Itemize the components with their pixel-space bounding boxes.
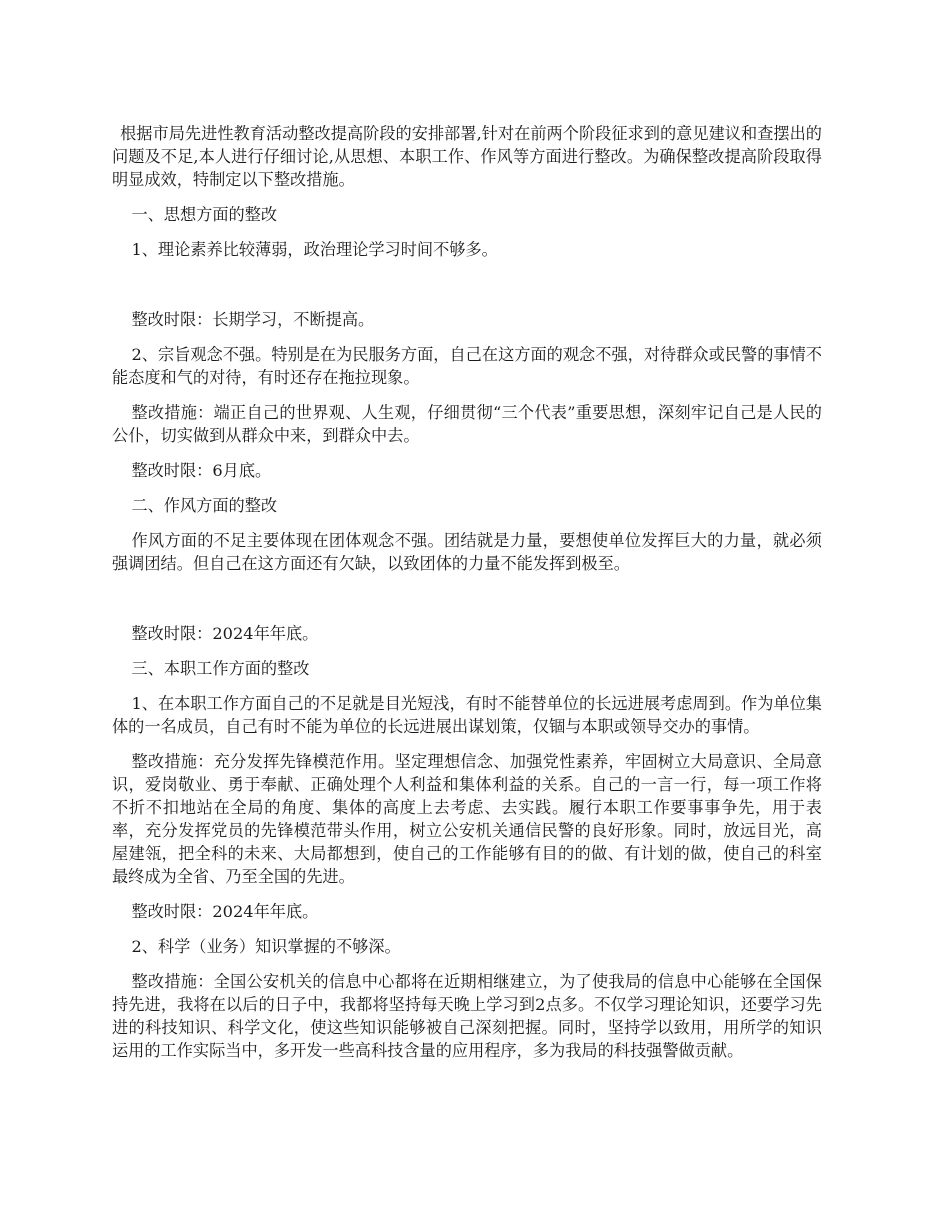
issue-item: 2、宗旨观念不强。特别是在为民服务方面，自己在这方面的观念不强，对待群众或民警的事情不能态度和气的对待，有时还存在拖拉现象。 [112,345,822,387]
deadline-text: 整改时限：6月底。 [131,461,272,480]
section-heading-thought: 一、思想方面的整改 [131,205,278,224]
section-heading-style: 二、作风方面的整改 [131,496,278,515]
intro-paragraph: 根据市局先进性教育活动整改提高阶段的安排部署,针对在前两个阶段征求到的意见建议和查摆出的问题及不足,本人进行仔细讨论,从思想、本职工作、作风等方面进行整改。为确保整改提高阶段取得明显成效，特制定以下整改措施。 [112,124,822,189]
measure-text: 整改措施：端正自己的世界观、人生观，仔细贯彻“三个代表”重要思想，深刻牢记自己是人民的公仆，切实做到从群众中来，到群众中去。 [112,403,822,445]
measure-text: 整改措施：全国公安机关的信息中心都将在近期相继建立，为了使我局的信息中心能够在全国保持先进，我将在以后的日子中，我都将坚持每天晚上学习到2点多。不仅学习理论知识，还要学习先进的科技知识、科学文化，使这些知识能够被自己深刻把握。同时，坚持学以致用，用所学的知识运用的工作实际当中，多开发一些高科技含量的应用程序，多为我局的科技强警做贡献。 [112,972,822,1060]
issue-item: 1、在本职工作方面自己的不足就是目光短浅，有时不能替单位的长远进展考虑周到。作为单位集体的一名成员，自己有时不能为单位的长远进展出谋划策，仅锢与本职或领导交办的事情。 [112,694,822,736]
measure-text: 整改措施：充分发挥先锋模范作用。坚定理想信念、加强党性素养，牢固树立大局意识、全局意识，爱岗敬业、勇于奉献、正确处理个人利益和集体利益的关系。自己的一言一行，每一项工作将不折不扣地站在全局的角度、集体的高度上去考虑、去实践。履行本职工作要事事争先，用于表率，充分发挥党员的先锋模范带头作用，树立公安机关通信民警的良好形象。同时，放远目光，高屋建瓴，把全科的未来、大局都想到，使自己的工作能够有目的的做、有计划的做，使自己的科室最终成为全省、乃至全国的先进。 [112,752,822,886]
section-heading-work: 三、本职工作方面的整改 [131,659,310,678]
issue-item: 作风方面的不足主要体现在团体观念不强。团结就是力量，要想使单位发挥巨大的力量，就必须强调团结。但自己在这方面还有欠缺，以致团体的力量不能发挥到极至。 [112,531,822,573]
issue-item: 1、理论素养比较薄弱，政治理论学习时间不够多。 [131,240,498,259]
issue-item: 2、科学（业务）知识掌握的不够深。 [131,937,401,956]
deadline-text: 整改时限：2024年年底。 [131,902,319,921]
deadline-text: 整改时限：2024年年底。 [131,624,319,643]
deadline-text: 整改时限：长期学习，不断提高。 [131,310,375,329]
